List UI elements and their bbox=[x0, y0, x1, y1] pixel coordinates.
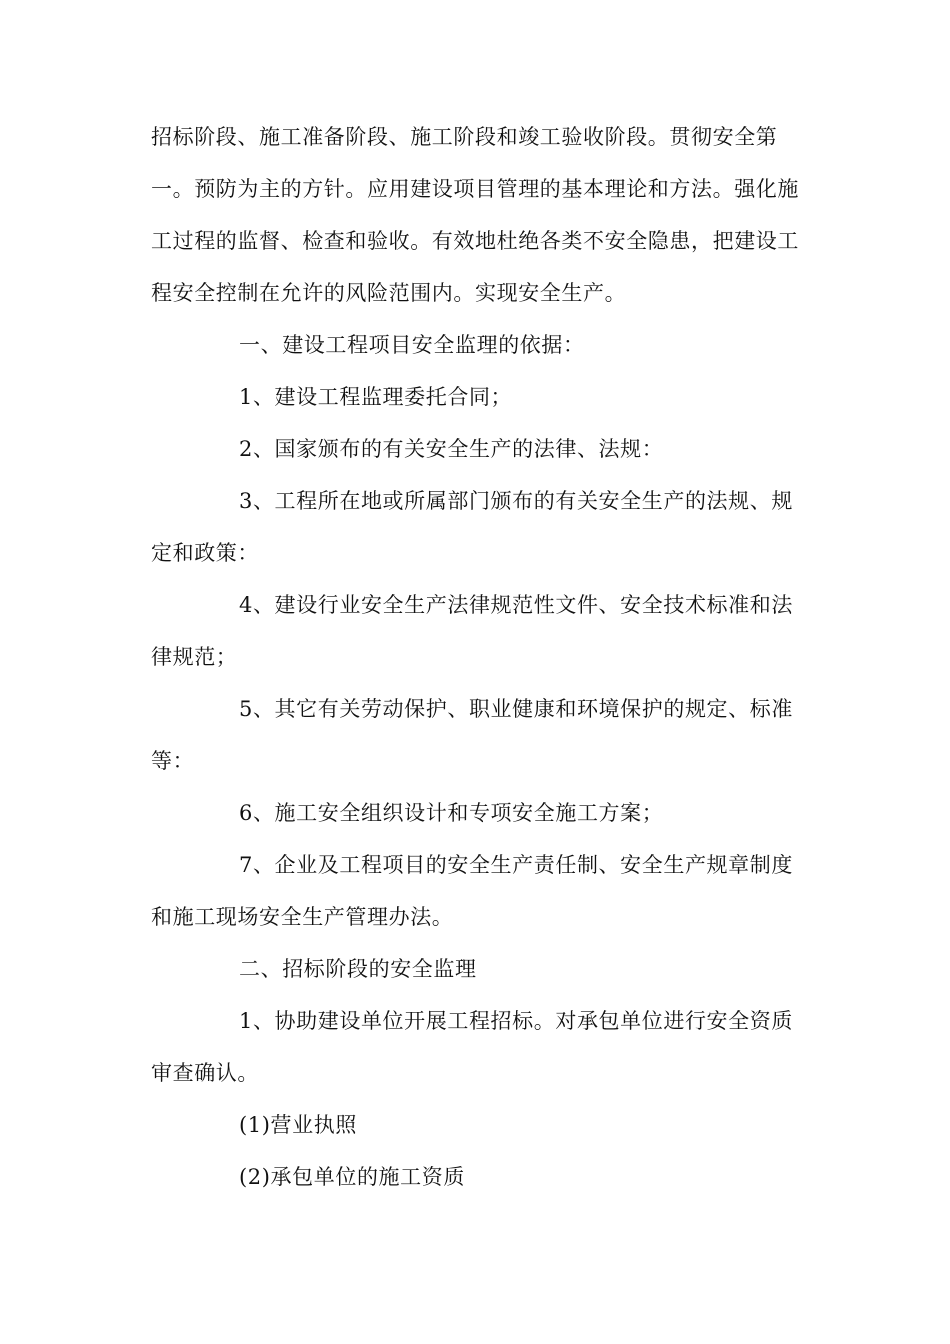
sub-list-item: (2)承包单位的施工资质 bbox=[239, 1165, 465, 1189]
sub-list-item: (1)营业执照 bbox=[239, 1113, 357, 1137]
list-item: 1、协助建设单位开展工程招标。对承包单位进行安全资质审查确认。 bbox=[151, 1009, 793, 1085]
list-item: 5、其它有关劳动保护、职业健康和环境保护的规定、标准等： bbox=[151, 697, 793, 773]
list-item: 4、建设行业安全生产法律规范性文件、安全技术标准和法律规范； bbox=[151, 593, 793, 669]
section-heading-basis: 一、建设工程项目安全监理的依据： bbox=[239, 333, 585, 357]
section-heading-bidding: 二、招标阶段的安全监理 bbox=[239, 957, 477, 981]
list-item: 6、施工安全组织设计和专项安全施工方案； bbox=[239, 801, 664, 825]
list-item: 3、工程所在地或所属部门颁布的有关安全生产的法规、规定和政策： bbox=[151, 489, 793, 565]
document-body bbox=[151, 111, 801, 1203]
list-item: 7、企业及工程项目的安全生产责任制、安全生产规章制度和施工现场安全生产管理办法。 bbox=[151, 853, 793, 929]
paragraph-intro: 招标阶段、施工准备阶段、施工阶段和竣工验收阶段。贯彻安全第一。预防为主的方针。应用建设项目管理的基本理论和方法。强化施工过程的监督、检查和验收。有效地杜绝各类不安全隐患，把建设工程安全控制在允许的风险范围内。实现安全生产。 bbox=[151, 125, 799, 305]
list-item: 2、国家颁布的有关安全生产的法律、法规： bbox=[239, 437, 664, 461]
list-item: 1、建设工程监理委托合同； bbox=[239, 385, 513, 409]
